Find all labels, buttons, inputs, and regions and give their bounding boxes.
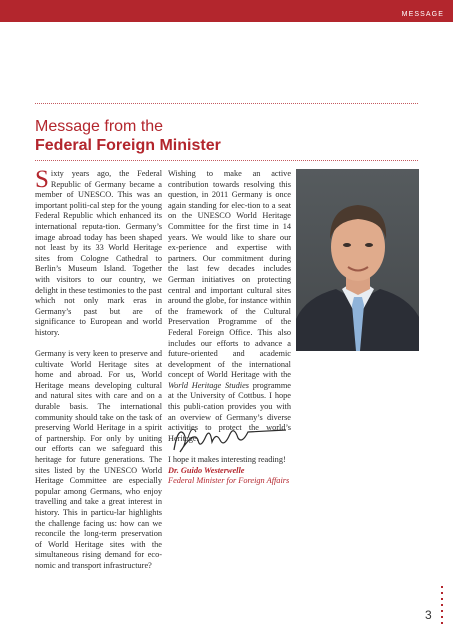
signatory-name: Dr. Guido Westerwelle bbox=[168, 466, 245, 475]
paragraph-3 bbox=[168, 169, 291, 444]
section-label: MESSAGE bbox=[401, 11, 444, 18]
paragraph-3-text-b: programme at the University of Cottbus. I hope this publi-cation provides you with an overview of Germany’s diverse activities to protect the world’s Heritage. bbox=[168, 380, 291, 443]
page-number: 3 bbox=[425, 608, 432, 622]
paragraph-1-text: ixty years ago, the Federal Republic of Germany became a member of UNESCO. This was an important politi-cal step for the young Federal Republic which enhanced its international reputa-tion. Germany’s image abroad today has been shaped not least by its 33 World Heritage sites from Cologne Cathedral to Berlin’s Museum Island. Together with visitors to our country, we delight in these testimonies to the past which not only mark eras in Germany’s past but are of significance to European and world history. bbox=[35, 169, 162, 337]
paragraph-1 bbox=[35, 166, 162, 339]
title-line-2: Federal Foreign Minister bbox=[35, 137, 221, 154]
minister-portrait-photo bbox=[296, 169, 419, 351]
paragraph-3-text-a: Wishing to make an active contribution towards resolving this question, in 2011 Germany is once again standing for elec-tion to a seat on the UNESCO World Heritage Committee for the first time in 14 years. We would like to share our ex-perience and expertise with partners. Our commitment during the last few decades includes German initiatives on protecting central and important cultural sites around the globe, for instance within the framework of the Cultural Preservation Programme of the Federal Foreign Office. This also includes our efforts to advance a future-oriented and academic development of the international concept of World Heritage with the bbox=[168, 169, 291, 380]
paragraph-2: Germany is very keen to preserve and cultivate World Heritage sites at home and abroad. For us, World Heritage means developing cultural and natural sites with care and on a durable basis. The international community should take on the task of preserving World Heritage in a spirit of partnership. For only by uniting our efforts can we safeguard this heritage for future generations. The sites listed by the UNESCO World Heritage Committee are especially popular among Germans, who enjoy travelling and take a great interest in history. This in particu-lar highlights the challenge facing us: how can we reconcile the long-term preservation of World Heritage sites with the simultaneous rising demand for eco-nomic and transport infrastructure? bbox=[35, 349, 162, 570]
title-top-rule bbox=[35, 103, 418, 104]
page-title bbox=[35, 117, 221, 155]
signature-image bbox=[168, 420, 291, 458]
programme-name: World Heritage Studies bbox=[168, 380, 249, 390]
title-bottom-rule bbox=[35, 160, 418, 161]
decorative-dots bbox=[441, 586, 444, 636]
paragraph-4: I hope it makes interesting reading! bbox=[168, 455, 286, 465]
header-bar bbox=[0, 0, 453, 22]
signatory-role: Federal Minister for Foreign Affairs bbox=[168, 476, 290, 485]
portrait-illustration bbox=[296, 169, 419, 351]
drop-cap: S bbox=[35, 166, 49, 193]
title-line-1: Message from the bbox=[35, 118, 164, 135]
text-column-1 bbox=[35, 166, 162, 582]
